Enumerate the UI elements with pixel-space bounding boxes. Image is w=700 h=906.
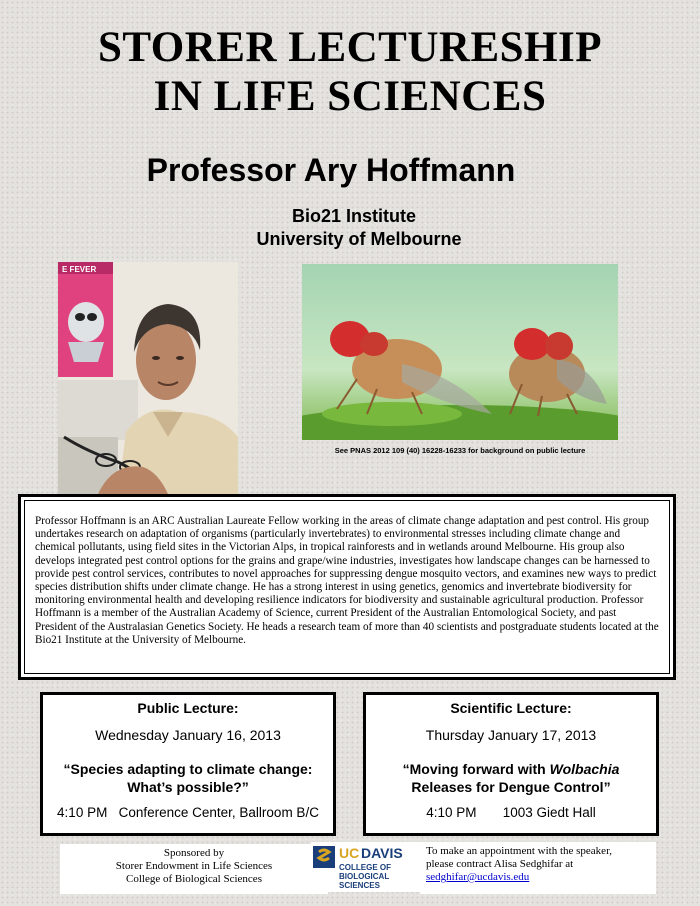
scientific-lecture-heading: Scientific Lecture: bbox=[450, 700, 572, 716]
sponsor-line-2: Storer Endowment in Life Sciences bbox=[115, 860, 273, 872]
sponsor-line-3: College of Biological Sciences bbox=[126, 873, 262, 885]
scientific-lecture-title-italic: Wolbachia bbox=[549, 761, 620, 777]
public-lecture-title-line-1: “Species adapting to climate change: bbox=[63, 761, 313, 777]
speaker-name: Professor Ary Hoffmann bbox=[146, 152, 516, 188]
scientific-lecture-title bbox=[366, 760, 656, 796]
public-lecture-time: 4:10 PM bbox=[57, 805, 108, 820]
logo-line-1: COLLEGE OF bbox=[339, 863, 391, 872]
sponsor-line-1: Sponsored by bbox=[163, 847, 225, 859]
logo-line-2: BIOLOGICAL bbox=[339, 872, 390, 881]
scientific-lecture-title-line-1 bbox=[366, 760, 656, 778]
public-lecture-time-location bbox=[43, 805, 333, 820]
scientific-lecture-date: Thursday January 17, 2013 bbox=[425, 727, 597, 743]
scientific-lecture-box bbox=[363, 692, 659, 836]
scientific-lecture-location: 1003 Giedt Hall bbox=[502, 805, 596, 820]
public-lecture-location: Conference Center, Ballroom B/C bbox=[118, 805, 319, 820]
photo-caption: See PNAS 2012 109 (40) 16228-16233 for background on public lecture bbox=[334, 446, 586, 455]
scientific-lecture-title-line-2: Releases for Dengue Control” bbox=[411, 779, 611, 795]
public-lecture-title-line-2: What’s possible?” bbox=[127, 779, 249, 795]
contact-block bbox=[420, 842, 656, 894]
fruit-flies-photo bbox=[302, 264, 618, 440]
contact-email-link[interactable]: sedghifar@ucdavis.edu bbox=[426, 871, 530, 883]
speaker-bio: Professor Hoffmann is an ARC Australian Laureate Fellow working in the areas of climate change adaptation and pest control. His group undertakes research on adaptation of organisms (particularly invertebrates) to environmental stresses including climate change and chemical pollutants, using field sites in the Victorian Alps, in tropical rainforests and in wetlands around Melbourne. His group also develops integrated pest control options for the grains and grape/wine industries, investigates how landscape changes can be harnessed to provide pest control services, contributes to novel approaches for suppressing dengue mosquito vectors, and examines new ways to predict species distribution shifts under climate change. He has a strong interest in using genetics, genomics and invertebrate biodiversity for monitoring environmental health and developing resilience indicators for biodiversity and sustainable agricultural production. Professor Hoffmann is a member of the Australian Academy of Science, current President of the Australian Entomological Society, and past President of the Australasian Genetics Society. He heads a research team of more than 40 scientists and postgraduate students located at the Bio21 Institute at the University of Melbourne. bbox=[35, 515, 659, 646]
logo-davis-text: DAVIS bbox=[361, 845, 403, 861]
poster-title-line-1: STORER LECTURESHIP bbox=[97, 24, 603, 71]
speaker-university: University of Melbourne bbox=[256, 229, 462, 249]
public-lecture-heading: Public Lecture: bbox=[137, 700, 239, 716]
ucdavis-logo bbox=[311, 842, 421, 892]
logo-uc-text: UC bbox=[339, 845, 360, 861]
bio-box bbox=[18, 494, 676, 680]
poster-text: E FEVER bbox=[62, 265, 97, 274]
public-lecture-box bbox=[40, 692, 336, 836]
scientific-lecture-title-prefix: “Moving forward with bbox=[402, 761, 550, 777]
sponsor-block bbox=[60, 844, 328, 894]
contact-line-1: To make an appointment with the speaker, bbox=[426, 845, 613, 857]
scientific-lecture-time: 4:10 PM bbox=[426, 805, 477, 820]
bio-inner-frame bbox=[24, 500, 670, 674]
scientific-lecture-time-location bbox=[366, 805, 656, 820]
public-lecture-date: Wednesday January 16, 2013 bbox=[95, 727, 281, 743]
contact-line-2: please contract Alisa Sedghifar at bbox=[426, 858, 574, 870]
speaker-portrait-photo bbox=[58, 262, 238, 494]
public-lecture-title bbox=[43, 760, 333, 796]
poster-title-line-2: IN LIFE SCIENCES bbox=[153, 73, 547, 120]
logo-line-3: SCIENCES bbox=[339, 881, 380, 890]
speaker-institute: Bio21 Institute bbox=[291, 206, 416, 226]
